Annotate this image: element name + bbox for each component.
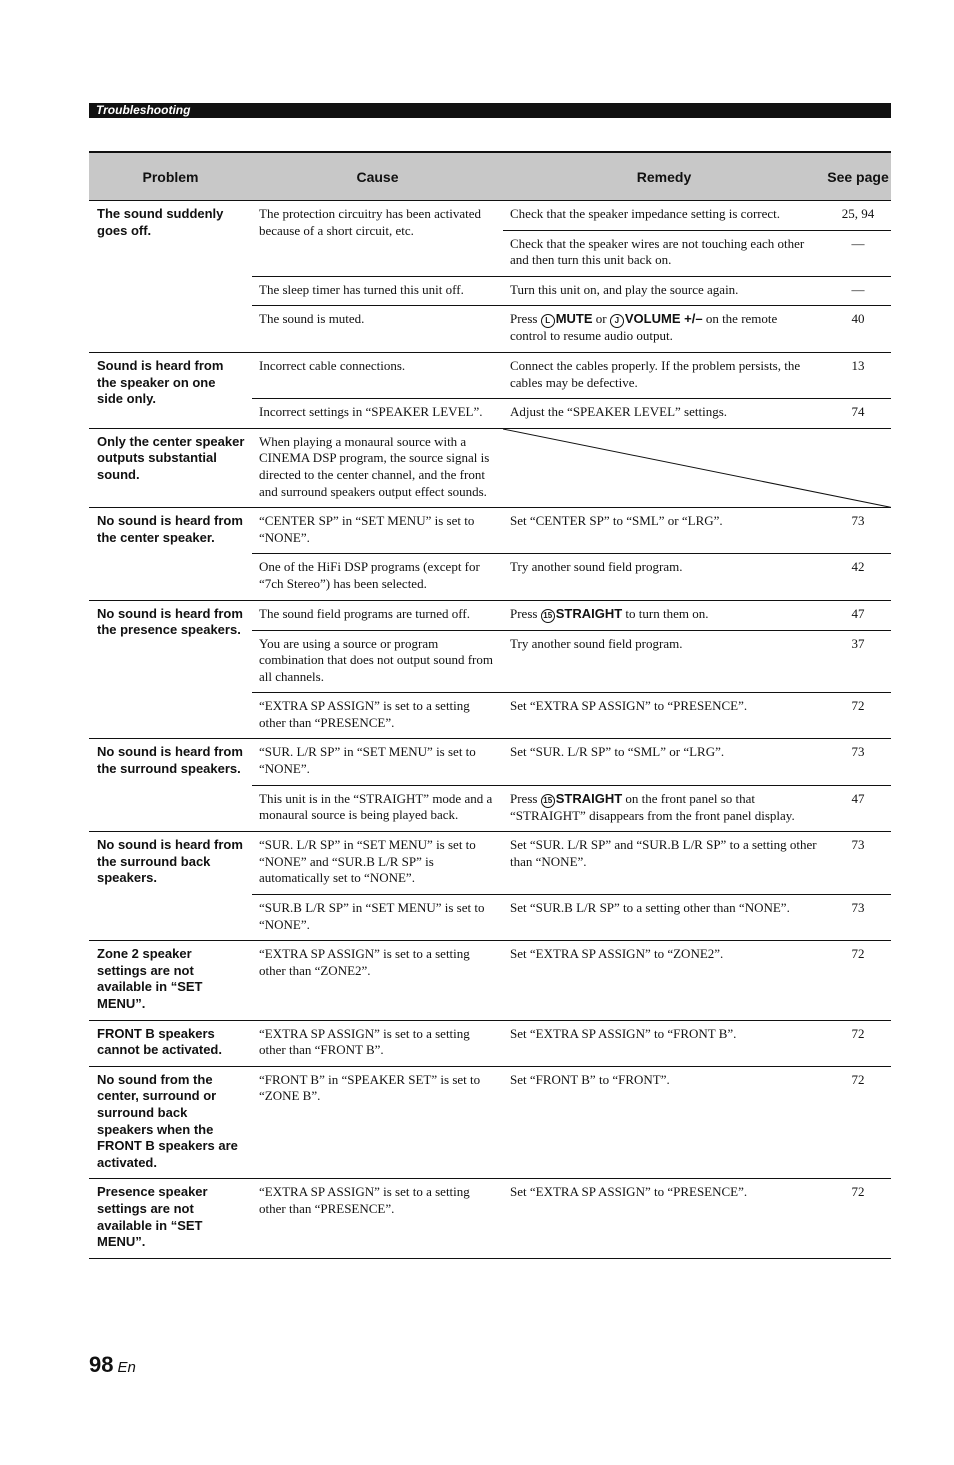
header-cause: Cause: [252, 152, 503, 201]
cause-cell: One of the HiFi DSP programs (except for “7ch Stereo”) has been selected.: [252, 554, 503, 600]
mute-key-icon: L: [541, 314, 555, 328]
remedy-cell: Set “EXTRA SP ASSIGN” to “ZONE2”.: [503, 941, 825, 1020]
cause-cell: The sound field programs are turned off.: [252, 600, 503, 630]
cause-cell: The sleep timer has turned this unit off.: [252, 276, 503, 306]
remedy-cell: [503, 306, 825, 353]
troubleshooting-table: [89, 151, 891, 1259]
page-cell: 13: [825, 352, 891, 398]
cause-cell: “FRONT B” in “SPEAKER SET” is set to “ZONE B”.: [252, 1066, 503, 1179]
remedy-cell: Set “SUR.B L/R SP” to a setting other than “NONE”.: [503, 895, 825, 941]
cause-cell: “EXTRA SP ASSIGN” is set to a setting other than “ZONE2”.: [252, 941, 503, 1020]
table-row: [89, 201, 891, 231]
volume-key-label: VOLUME +/–: [624, 311, 703, 327]
remedy-cell: Set “EXTRA SP ASSIGN” to “FRONT B”.: [503, 1020, 825, 1066]
remedy-text: on the remote control to resume audio output.: [510, 311, 778, 344]
volume-key-icon: J: [610, 314, 624, 328]
remedy-cell: Set “CENTER SP” to “SML” or “LRG”.: [503, 508, 825, 554]
remedy-cell: Try another sound field program.: [503, 554, 825, 600]
section-header-bar: [89, 103, 891, 118]
remedy-cell: Check that the speaker wires are not touching each other and then turn this unit back on.: [503, 230, 825, 276]
cause-cell: The protection circuitry has been activated because of a short circuit, etc.: [252, 201, 503, 277]
table-row: [89, 428, 891, 507]
page-cell: 47: [825, 785, 891, 832]
remedy-cell: Set “EXTRA SP ASSIGN” to “PRESENCE”.: [503, 1179, 825, 1258]
problem-cell: No sound is heard from the presence speakers.: [89, 600, 252, 739]
cause-cell: “EXTRA SP ASSIGN” is set to a setting other than “FRONT B”.: [252, 1020, 503, 1066]
cause-cell: “EXTRA SP ASSIGN” is set to a setting other than “PRESENCE”.: [252, 693, 503, 739]
table-row: [89, 352, 891, 398]
table-row: [89, 508, 891, 554]
problem-cell: No sound from the center, surround or surround back speakers when the FRONT B speakers are activated.: [89, 1066, 252, 1179]
page-cell: —: [825, 230, 891, 276]
page-cell: 47: [825, 600, 891, 630]
remedy-cell: Turn this unit on, and play the source again.: [503, 276, 825, 306]
header-see-page: See page: [825, 152, 891, 201]
page-cell: 74: [825, 399, 891, 429]
page-cell: 72: [825, 1179, 891, 1258]
straight-key-icon: 15: [541, 609, 555, 623]
page-cell: 25, 94: [825, 201, 891, 231]
not-applicable-cell: [503, 428, 891, 507]
header-problem: Problem: [89, 152, 252, 201]
page-cell: 72: [825, 1020, 891, 1066]
table-row: [89, 1020, 891, 1066]
remedy-cell: Set “SUR. L/R SP” to “SML” or “LRG”.: [503, 739, 825, 785]
cause-cell: You are using a source or program combination that does not output sound from all channels.: [252, 630, 503, 693]
remedy-text: Press: [510, 790, 541, 806]
straight-key-label: STRAIGHT: [555, 790, 623, 806]
page-number: [89, 1352, 136, 1378]
table-row: [89, 1066, 891, 1179]
problem-cell: The sound suddenly goes off.: [89, 201, 252, 353]
remedy-cell: Connect the cables properly. If the problem persists, the cables may be defective.: [503, 352, 825, 398]
cause-cell: “SUR. L/R SP” in “SET MENU” is set to “NONE”.: [252, 739, 503, 785]
cause-cell: When playing a monaural source with a CINEMA DSP program, the source signal is directed to the center channel, and the front and surround speakers output effect sounds.: [252, 428, 503, 507]
table-row: [89, 739, 891, 785]
cause-cell: “SUR. L/R SP” in “SET MENU” is set to “NONE” and “SUR.B L/R SP” is automatically set to “NONE”.: [252, 832, 503, 895]
remedy-text: Press: [510, 311, 541, 327]
cause-cell: “CENTER SP” in “SET MENU” is set to “NONE”.: [252, 508, 503, 554]
problem-cell: No sound is heard from the surround speakers.: [89, 739, 252, 832]
problem-cell: Zone 2 speaker settings are not available in “SET MENU”.: [89, 941, 252, 1020]
page-cell: —: [825, 276, 891, 306]
problem-cell: FRONT B speakers cannot be activated.: [89, 1020, 252, 1066]
section-title: Troubleshooting: [96, 103, 191, 117]
problem-cell: Presence speaker settings are not available in “SET MENU”.: [89, 1179, 252, 1258]
straight-key-icon: 15: [541, 794, 555, 808]
remedy-cell: Set “EXTRA SP ASSIGN” to “PRESENCE”.: [503, 693, 825, 739]
page-cell: 72: [825, 1066, 891, 1179]
straight-key-label: STRAIGHT: [555, 605, 623, 621]
mute-key-label: MUTE: [555, 311, 593, 327]
remedy-text: or: [592, 311, 610, 327]
table-header-row: [89, 152, 891, 201]
remedy-cell: Try another sound field program.: [503, 630, 825, 693]
page-cell: 72: [825, 693, 891, 739]
page-cell: 73: [825, 895, 891, 941]
remedy-cell: Adjust the “SPEAKER LEVEL” settings.: [503, 399, 825, 429]
page-cell: 42: [825, 554, 891, 600]
remedy-cell: Check that the speaker impedance setting is correct.: [503, 201, 825, 231]
header-remedy: Remedy: [503, 152, 825, 201]
table-row: [89, 832, 891, 895]
table-row: [89, 600, 891, 630]
page-cell: 72: [825, 941, 891, 1020]
problem-cell: No sound is heard from the center speaker.: [89, 508, 252, 600]
table-row: [89, 1179, 891, 1258]
problem-cell: No sound is heard from the surround back speakers.: [89, 832, 252, 941]
page-language: En: [117, 1359, 136, 1376]
cause-cell: The sound is muted.: [252, 306, 503, 353]
remedy-cell: [503, 785, 825, 832]
cause-cell: This unit is in the “STRAIGHT” mode and a monaural source is being played back.: [252, 785, 503, 832]
problem-cell: Sound is heard from the speaker on one side only.: [89, 352, 252, 428]
diagonal-line: [503, 429, 891, 507]
page-cell: 73: [825, 508, 891, 554]
page-cell: 73: [825, 832, 891, 895]
remedy-text: Press: [510, 605, 541, 621]
page-cell: 40: [825, 306, 891, 353]
remedy-text: on the front panel so that “STRAIGHT” disappears from the front panel display.: [510, 790, 795, 823]
problem-cell: Only the center speaker outputs substantial sound.: [89, 428, 252, 507]
remedy-cell: Set “FRONT B” to “FRONT”.: [503, 1066, 825, 1179]
remedy-text: to turn them on.: [622, 605, 709, 621]
cause-cell: Incorrect settings in “SPEAKER LEVEL”.: [252, 399, 503, 429]
remedy-cell: Set “SUR. L/R SP” and “SUR.B L/R SP” to a setting other than “NONE”.: [503, 832, 825, 895]
cause-cell: Incorrect cable connections.: [252, 352, 503, 398]
page-number-value: 98: [89, 1352, 114, 1377]
page-cell: 73: [825, 739, 891, 785]
cause-cell: “SUR.B L/R SP” in “SET MENU” is set to “NONE”.: [252, 895, 503, 941]
remedy-cell: [503, 600, 825, 630]
page-cell: 37: [825, 630, 891, 693]
cause-cell: “EXTRA SP ASSIGN” is set to a setting other than “PRESENCE”.: [252, 1179, 503, 1258]
table-row: [89, 941, 891, 1020]
